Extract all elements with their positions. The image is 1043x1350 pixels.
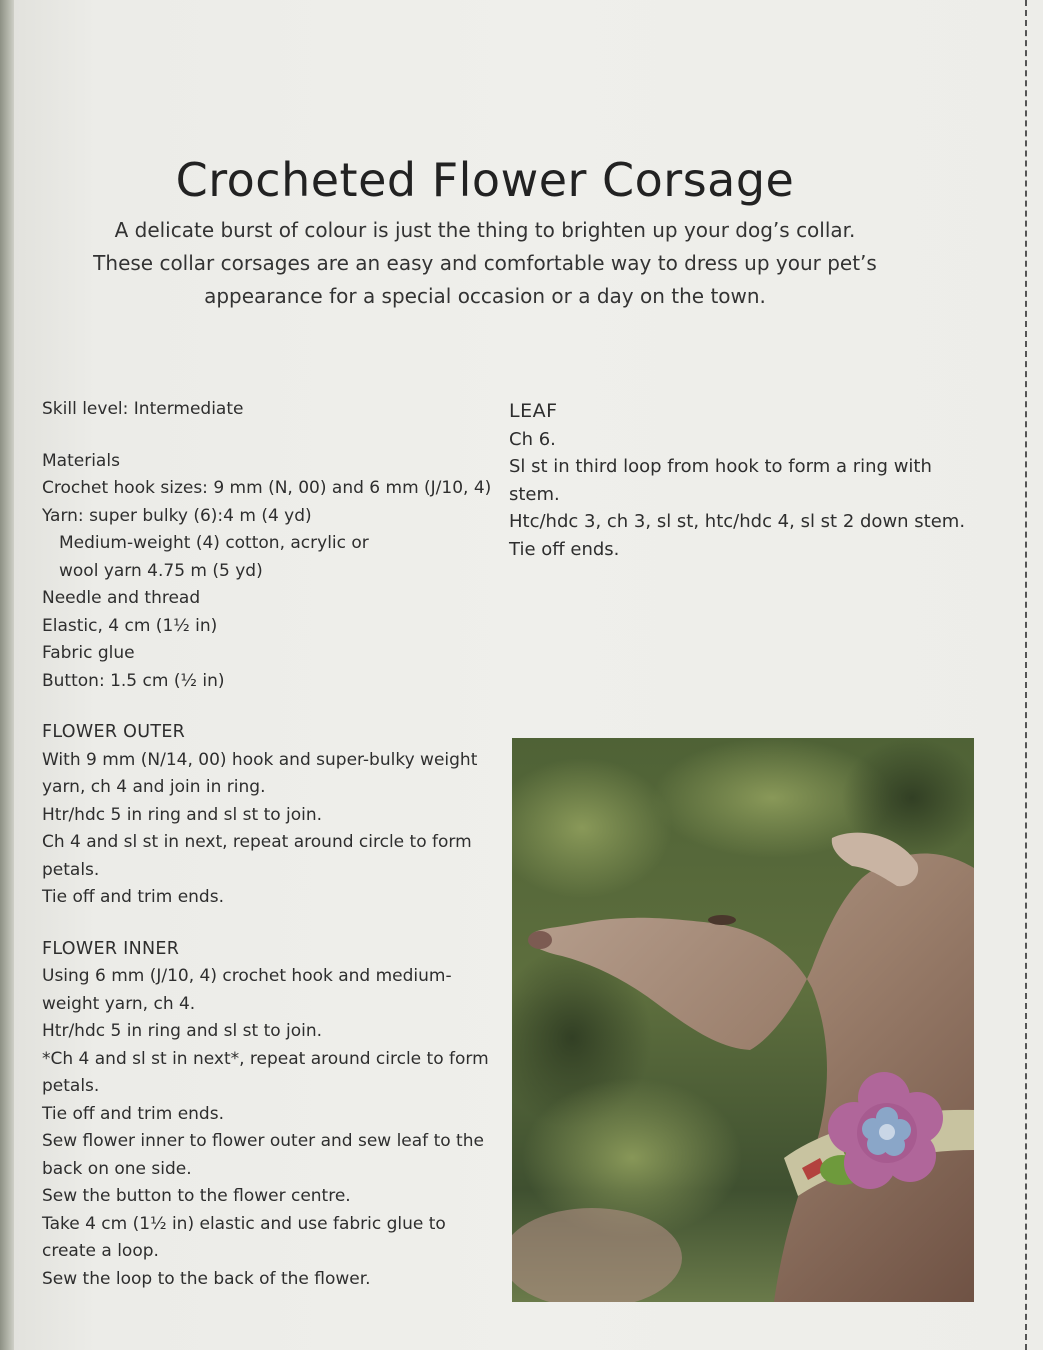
materials-yarn-line: Medium-weight (4) cotton, acrylic or [59,533,369,553]
instruction-line: Sew the loop to the back of the flower. [42,1268,371,1289]
hook-value: 9 mm (N, 00) and 6 mm (J/10, 4) [213,478,492,498]
instruction-line: Htr/hdc 5 in ring and sl st to join. [42,804,323,825]
instruction-line: stem. [509,483,560,505]
instruction-line: Tie off ends. [509,538,620,560]
materials-needle: Needle and thread [42,588,201,608]
button-value: 1.5 cm (½ in) [110,670,225,691]
yarn-value: super bulky (6):4 m (4 yd) [89,505,312,526]
instruction-line: With 9 mm (N/14, 00) hook and super-bulky weight [42,749,478,770]
instruction-line: Tie off and trim ends. [42,887,224,907]
flower-inner-heading: FLOWER INNER [42,938,180,959]
instruction-line: Ch 6. [509,428,556,450]
materials-hook [42,475,492,503]
instruction-line: *Ch 4 and sl st in next*, repeat around circle to form [42,1048,489,1069]
materials-button [42,668,492,696]
intro-line: appearance for a special occasion or a day on the town. [204,284,766,308]
button-label: Button: [42,670,105,691]
materials-elastic: Elastic, 4 cm (1½ in) [42,615,218,636]
skill-level-value: Intermediate [133,399,244,419]
materials-glue: Fabric glue [42,643,135,663]
dashed-page-edge [1025,0,1027,1350]
instruction-line: Sl st in third loop from hook to form a ring with [509,456,932,477]
flower-outer-heading: FLOWER OUTER [42,722,186,742]
dog-with-corsage-illustration [512,738,974,1302]
instruction-line: weight yarn, ch 4. [42,993,196,1014]
instruction-line: Tie off and trim ends. [42,1103,224,1124]
instruction-line: back on one side. [42,1158,192,1179]
materials-heading: Materials [42,450,120,471]
skill-level [42,396,492,424]
intro-line: A delicate burst of colour is just the thing to brighten up your dog’s collar. [114,218,856,242]
skill-level-label: Skill level: [42,399,129,419]
yarn-label: Yarn: [42,505,84,526]
instruction-line: Using 6 mm (J/10, 4) crochet hook and medium- [42,966,452,986]
hook-label: Crochet hook sizes: [42,478,208,498]
dog-photo [512,738,974,1302]
instruction-line: Take 4 cm (1½ in) elastic and use fabric glue to [42,1213,446,1234]
instruction-line: Sew flower inner to flower outer and sew leaf to the [42,1131,484,1151]
instruction-line: create a loop. [42,1241,159,1261]
right-column [509,398,979,563]
materials-yarn [42,503,492,531]
intro-paragraph [80,214,890,313]
intro-line: These collar corsages are an easy and comfortable way to dress up your pet’s [93,251,877,275]
left-column [42,396,492,1293]
instruction-line: petals. [42,1076,100,1096]
instruction-line: Sew the button to the flower centre. [42,1186,351,1206]
instruction-line: Htr/hdc 5 in ring and sl st to join. [42,1021,323,1041]
instruction-line: Ch 4 and sl st in next, repeat around circle to form [42,832,472,852]
instruction-line: yarn, ch 4 and join in ring. [42,777,266,797]
materials-yarn-line: wool yarn 4.75 m (5 yd) [59,560,263,581]
page-title: Crocheted Flower Corsage [175,152,795,207]
instruction-line: petals. [42,859,100,880]
instruction-line: Htc/hdc 3, ch 3, sl st, htc/hdc 4, sl st 2 down stem. [509,511,966,532]
leaf-heading: LEAF [509,400,558,422]
